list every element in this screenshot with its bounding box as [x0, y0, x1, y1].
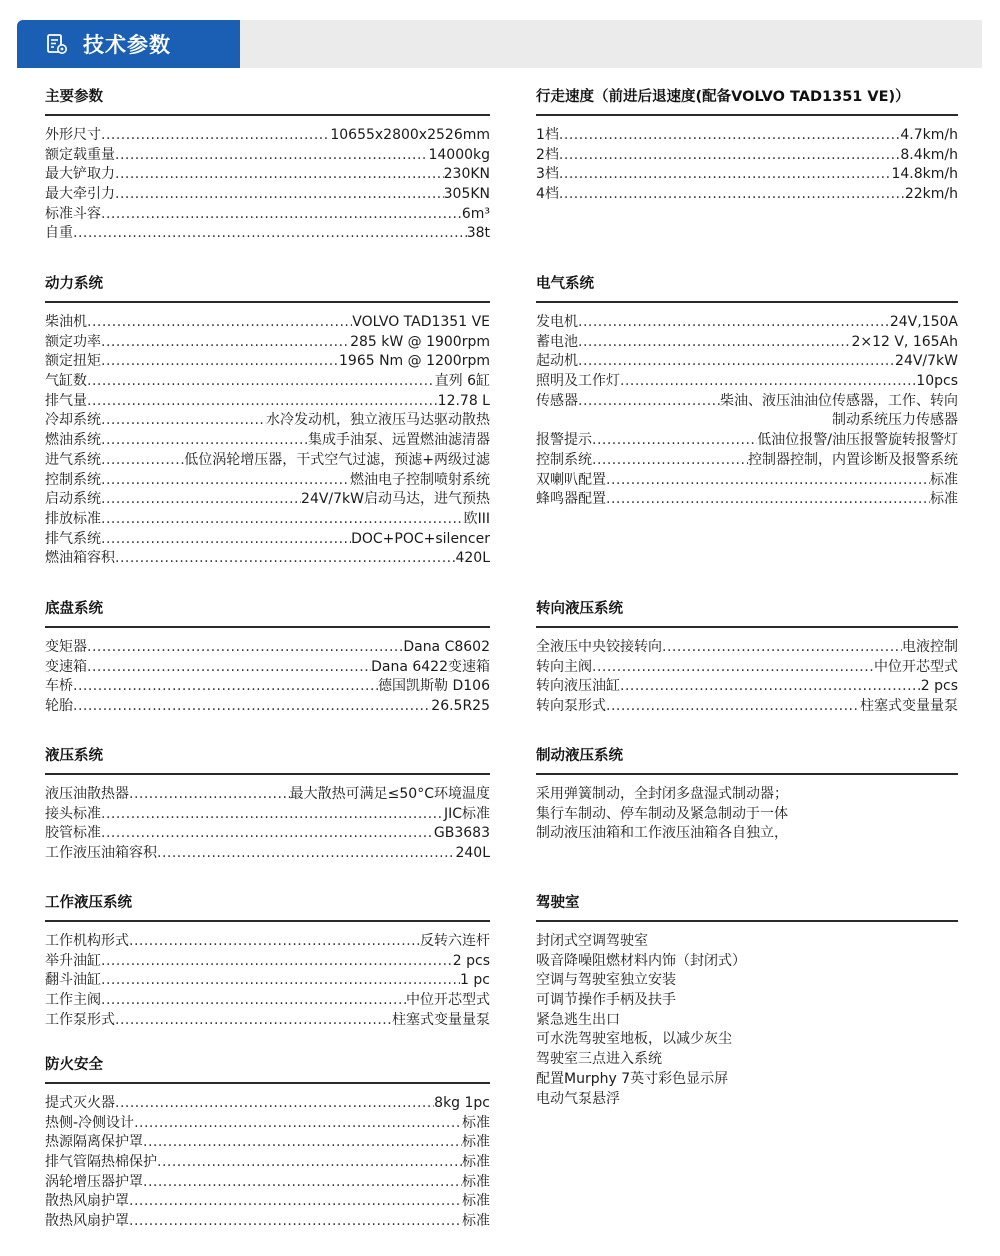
- spec-value: Dana 6422变速箱: [371, 658, 490, 675]
- dot-leader: [578, 352, 895, 372]
- spec-value: 2×12 V, 165Ah: [851, 333, 958, 350]
- dot-leader: [134, 1114, 462, 1134]
- section-power-system: [45, 274, 490, 569]
- spec-value: 集成手油泵、远置燃油滤清器: [308, 432, 490, 449]
- spec-value: 305KN: [443, 186, 490, 203]
- dot-leader: [559, 185, 905, 205]
- spec-line: 可调节操作手柄及扶手: [536, 992, 676, 1009]
- spec-label: 启动系统: [45, 491, 101, 508]
- spec-value: 10655x2800x2526mm: [330, 127, 490, 143]
- spec-line: 吸音降噪阻燃材料内饰（封闭式）: [536, 952, 746, 969]
- spec-value: 标准: [462, 1154, 490, 1171]
- spec-row: [536, 333, 958, 353]
- spec-label: 排气管隔热棉保护: [45, 1154, 157, 1171]
- dot-leader: [101, 991, 406, 1011]
- spec-label: 变矩器: [45, 639, 87, 655]
- dot-leader: [115, 1011, 392, 1031]
- dot-leader: [143, 1173, 462, 1193]
- spec-label: 最大铲取力: [45, 166, 115, 183]
- spec-row: [536, 471, 958, 491]
- dot-leader: [115, 1094, 434, 1114]
- section-main-params: [45, 87, 490, 244]
- dot-leader: [101, 451, 184, 471]
- dot-leader: [87, 658, 371, 678]
- section-divider: [536, 301, 958, 303]
- dot-leader: [101, 126, 330, 146]
- spec-value: 柱塞式变量量泵: [392, 1011, 490, 1028]
- section-travel-speed: [536, 87, 958, 205]
- spec-label: 排气系统: [45, 530, 101, 547]
- spec-line: 采用弹簧制动，全封闭多盘湿式制动器；: [536, 786, 788, 802]
- section-title: 电气系统: [536, 276, 594, 292]
- dot-leader: [87, 313, 352, 333]
- dot-leader: [87, 392, 438, 412]
- spec-label: 燃油箱容积: [45, 550, 115, 567]
- spec-row: [45, 431, 490, 451]
- spec-row: [45, 844, 490, 864]
- spec-label: 燃油系统: [45, 432, 101, 449]
- spec-label: 蓄电池: [536, 333, 578, 350]
- spec-value: 电液控制: [902, 639, 958, 655]
- spec-value: 标准: [462, 1114, 490, 1131]
- spec-value: VOLVO TAD1351 VE: [352, 314, 490, 330]
- spec-value: 240L: [455, 845, 490, 862]
- spec-value: 低位涡轮增压器，干式空气过滤，预滤+两级过滤: [184, 451, 490, 468]
- spec-label: 转向液压油缸: [536, 678, 620, 695]
- dot-leader: [129, 1212, 462, 1232]
- spec-value: 12.78 L: [437, 392, 490, 409]
- spec-label: 额定功率: [45, 333, 101, 350]
- spec-value: 燃油电子控制喷射系统: [350, 471, 490, 488]
- spec-value: 14.8km/h: [891, 166, 958, 183]
- section-title: 工作液压系统: [45, 895, 132, 911]
- section-divider: [45, 773, 490, 775]
- spec-label: 车桥: [45, 678, 73, 695]
- dot-leader: [101, 490, 301, 510]
- spec-label: 双喇叭配置: [536, 471, 606, 488]
- dot-leader: [115, 165, 444, 185]
- dot-leader: [87, 638, 403, 658]
- dot-leader: [101, 510, 464, 530]
- dot-leader: [157, 1153, 462, 1173]
- spec-row: [45, 1153, 490, 1173]
- spec-label: 变速箱: [45, 658, 87, 675]
- spec-label: 控制系统: [536, 451, 592, 468]
- section-brake-hydraulic: [536, 746, 958, 844]
- spec-label: 气缸数: [45, 373, 87, 390]
- dot-leader: [129, 1192, 462, 1212]
- spec-row: [45, 451, 490, 471]
- spec-line: 集行车制动、停车制动及紧急制动于一体: [536, 805, 788, 822]
- spec-row: [536, 372, 958, 392]
- spec-row: [45, 411, 490, 431]
- spec-value: 24V/7kW启动马达，进气预热: [301, 491, 490, 508]
- spec-label: 工作主阀: [45, 992, 101, 1009]
- spec-value: 24V,150A: [889, 314, 958, 330]
- section-divider: [45, 1082, 490, 1084]
- spec-row-continuation: [536, 411, 958, 431]
- section-fire-safety: [45, 1055, 490, 1232]
- spec-label: 额定载重量: [45, 146, 115, 163]
- spec-row: [536, 697, 958, 717]
- section-title: 主要参数: [45, 89, 103, 105]
- spec-row: [536, 165, 958, 185]
- section-title: 行走速度（前进后退速度(配备VOLVO TAD1351 VE)）: [536, 89, 910, 105]
- left-column: [45, 0, 490, 1256]
- spec-line: 制动液压油箱和工作液压油箱各自独立，: [536, 825, 788, 842]
- spec-value: 标准: [462, 1213, 490, 1230]
- spec-label: 发电机: [536, 314, 578, 330]
- section-title: 防火安全: [45, 1057, 103, 1073]
- spec-value: GB3683: [433, 825, 490, 842]
- spec-label: 1档: [536, 127, 559, 143]
- spec-row: [45, 392, 490, 412]
- right-column: [536, 0, 958, 1256]
- dot-leader: [606, 697, 860, 717]
- dot-leader: [101, 352, 339, 372]
- spec-value: 6m³: [461, 205, 490, 222]
- spec-row: [45, 1133, 490, 1153]
- dot-leader: [620, 372, 916, 392]
- section-divider: [45, 626, 490, 628]
- dot-leader: [101, 471, 350, 491]
- spec-value: 1965 Nm @ 1200rpm: [339, 353, 490, 370]
- spec-label: 热侧-冷侧设计: [45, 1114, 135, 1131]
- section-divider: [536, 626, 958, 628]
- dot-leader: [87, 372, 435, 392]
- section-title: 底盘系统: [45, 601, 103, 617]
- spec-value: 22km/h: [904, 186, 958, 203]
- spec-row: [45, 658, 490, 678]
- spec-row: [45, 224, 490, 244]
- spec-label: 提式灭火器: [45, 1095, 115, 1111]
- spec-line: 封闭式空调驾驶室: [536, 933, 648, 949]
- spec-row: [45, 1094, 490, 1114]
- spec-label: 涡轮增压器护罩: [45, 1173, 143, 1190]
- section-divider: [536, 920, 958, 922]
- dot-leader: [157, 844, 455, 864]
- spec-value: 柴油、液压油油位传感器，工作、转向: [720, 392, 958, 409]
- dot-leader: [592, 451, 748, 471]
- spec-row: [45, 1011, 490, 1031]
- dot-leader: [620, 677, 921, 697]
- spec-value: 1 pc: [460, 972, 490, 989]
- spec-row: [45, 471, 490, 491]
- spec-value: 24V/7kW: [895, 353, 958, 370]
- spec-value: 230KN: [443, 166, 490, 183]
- spec-label: 4档: [536, 186, 559, 203]
- dot-leader: [578, 392, 720, 412]
- spec-row: [536, 490, 958, 510]
- spec-value: JIC标准: [443, 805, 490, 822]
- spec-row: [45, 165, 490, 185]
- dot-leader: [101, 952, 453, 972]
- spec-label: 标准斗容: [45, 205, 101, 222]
- spec-row: [45, 697, 490, 717]
- spec-label: 排放标准: [45, 510, 101, 527]
- spec-label: 工作泵形式: [45, 1011, 115, 1028]
- dot-leader: [592, 658, 874, 678]
- spec-value: 标准: [462, 1173, 490, 1190]
- spec-label: 工作液压油箱容积: [45, 845, 157, 862]
- spec-line: 电动气泵悬浮: [536, 1090, 620, 1107]
- spec-value: 德国凯斯勒 D106: [378, 678, 490, 695]
- spec-label: 全液压中央铰接转向: [536, 639, 662, 655]
- section-title: 制动液压系统: [536, 748, 623, 764]
- dot-leader: [578, 313, 890, 333]
- dot-leader: [101, 411, 266, 431]
- dot-leader: [101, 971, 460, 991]
- spec-label: 照明及工作灯: [536, 373, 620, 390]
- dot-leader: [101, 530, 351, 550]
- spec-label: 散热风扇护罩: [45, 1213, 129, 1230]
- section-hydraulic-system: [45, 746, 490, 864]
- section-divider: [45, 301, 490, 303]
- section-divider: [45, 114, 490, 116]
- spec-row: [536, 392, 958, 412]
- spec-row: [45, 372, 490, 392]
- spec-row: [536, 185, 958, 205]
- dot-leader: [559, 165, 892, 185]
- spec-value: 285 kW @ 1900rpm: [350, 333, 490, 350]
- spec-row: [45, 971, 490, 991]
- spec-label: 自重: [45, 225, 73, 242]
- spec-row: [45, 952, 490, 972]
- section-electrical-system: [536, 274, 958, 510]
- spec-row: [45, 490, 490, 510]
- spec-label: 散热风扇护罩: [45, 1193, 129, 1210]
- spec-value: 柱塞式变量量泵: [860, 698, 958, 715]
- spec-row: [45, 530, 490, 550]
- dot-leader: [129, 932, 420, 952]
- dot-leader: [129, 785, 290, 805]
- spec-label: 最大牵引力: [45, 186, 115, 203]
- spec-label: 热源隔离保护罩: [45, 1134, 143, 1151]
- spec-row: [536, 638, 958, 658]
- spec-label: 翻斗油缸: [45, 972, 101, 989]
- spec-row: [536, 451, 958, 471]
- spec-label: 传感器: [536, 392, 578, 409]
- dot-leader: [73, 224, 467, 244]
- spec-label: 转向泵形式: [536, 698, 606, 715]
- spec-value: 2 pcs: [920, 678, 958, 695]
- spec-row: [45, 510, 490, 530]
- spec-row: [45, 146, 490, 166]
- dot-leader: [592, 431, 757, 451]
- spec-value: 2 pcs: [452, 952, 490, 969]
- spec-label: 3档: [536, 166, 559, 183]
- spec-row: [45, 1173, 490, 1193]
- section-divider: [45, 920, 490, 922]
- section-cab: [536, 893, 958, 1109]
- spec-row: [536, 126, 958, 146]
- section-title: 液压系统: [45, 748, 103, 764]
- spec-row: [45, 805, 490, 825]
- spec-row: [45, 549, 490, 569]
- spec-label: 进气系统: [45, 451, 101, 468]
- spec-row: [45, 638, 490, 658]
- dot-leader: [606, 471, 930, 491]
- dot-leader: [578, 333, 851, 353]
- spec-value: 38t: [466, 225, 490, 242]
- dot-leader: [143, 1133, 462, 1153]
- spec-label: 柴油机: [45, 314, 87, 330]
- spec-row: [45, 932, 490, 952]
- spec-row: [45, 333, 490, 353]
- spec-value: 水冷发动机，独立液压马达驱动散热: [266, 412, 490, 429]
- spec-label: 举升油缸: [45, 952, 101, 969]
- spec-row: [536, 431, 958, 451]
- spec-value: 反转六连杆: [420, 933, 490, 949]
- spec-value: 低油位报警/油压报警旋转报警灯: [757, 432, 958, 449]
- spec-label: 外形尺寸: [45, 127, 101, 143]
- dot-leader: [101, 333, 350, 353]
- spec-value: 欧III: [463, 510, 490, 527]
- spec-row: [536, 146, 958, 166]
- dot-leader: [115, 549, 455, 569]
- spec-label: 蜂鸣器配置: [536, 491, 606, 508]
- spec-line: 驾驶室三点进入系统: [536, 1051, 662, 1068]
- spec-line: 配置Murphy 7英寸彩色显示屏: [536, 1070, 729, 1087]
- dot-leader: [101, 805, 444, 825]
- dot-leader: [101, 824, 434, 844]
- spec-line: 空调与驾驶室独立安装: [536, 972, 676, 989]
- spec-value: 直列 6缸: [434, 373, 490, 390]
- dot-leader: [559, 126, 900, 146]
- spec-label: 控制系统: [45, 471, 101, 488]
- spec-value: 4.7km/h: [900, 127, 958, 143]
- spec-value: 标准: [930, 471, 958, 488]
- dot-leader: [115, 185, 444, 205]
- spec-label: 2档: [536, 146, 559, 163]
- spec-line: 紧急逃生出口: [536, 1011, 620, 1028]
- dot-leader: [559, 146, 900, 166]
- dot-leader: [606, 490, 930, 510]
- spec-label: 工作机构形式: [45, 933, 129, 949]
- dot-leader: [101, 431, 308, 451]
- spec-row: [45, 824, 490, 844]
- spec-value-continuation: 制动系统压力传感器: [832, 412, 958, 429]
- page-title: 技术参数: [83, 33, 171, 57]
- spec-row: [45, 991, 490, 1011]
- spec-value: 中位开芯型式: [874, 658, 958, 675]
- spec-row: [536, 677, 958, 697]
- spec-value: 14000kg: [428, 146, 490, 163]
- spec-value: 标准: [462, 1193, 490, 1210]
- spec-row: [536, 313, 958, 333]
- section-divider: [536, 114, 958, 116]
- spec-label: 额定扭矩: [45, 353, 101, 370]
- spec-row: [45, 1114, 490, 1134]
- spec-value: DOC+POC+silencer: [351, 530, 490, 547]
- spec-value: 26.5R25: [431, 698, 490, 715]
- spec-value: 控制器控制，内置诊断及报警系统: [748, 451, 958, 468]
- spec-label: 冷却系统: [45, 412, 101, 429]
- dot-leader: [73, 697, 431, 717]
- spec-row: [45, 126, 490, 146]
- spec-value: 中位开芯型式: [406, 992, 490, 1009]
- dot-leader: [115, 146, 428, 166]
- spec-row: [45, 785, 490, 805]
- section-work-hydraulic-system: [45, 893, 490, 1030]
- section-title: 转向液压系统: [536, 601, 623, 617]
- spec-row: [45, 205, 490, 225]
- section-chassis-system: [45, 599, 490, 717]
- spec-value: 10pcs: [916, 373, 958, 390]
- spec-label: 报警提示: [536, 432, 592, 449]
- spec-value: 最大散热可满足≤50°C环境温度: [289, 786, 490, 802]
- spec-value: 420L: [455, 550, 490, 567]
- section-title: 驾驶室: [536, 895, 580, 911]
- spec-row: [45, 1192, 490, 1212]
- section-steering-hydraulic: [536, 599, 958, 717]
- spec-value: Dana C8602: [403, 639, 490, 655]
- spec-label: 轮胎: [45, 698, 73, 715]
- dot-leader: [101, 205, 462, 225]
- section-divider: [536, 773, 958, 775]
- spec-label: 排气量: [45, 392, 87, 409]
- spec-row: [45, 313, 490, 333]
- spec-value: 标准: [930, 491, 958, 508]
- dot-leader: [662, 638, 902, 658]
- section-title: 动力系统: [45, 276, 103, 292]
- spec-value: 8kg 1pc: [434, 1095, 490, 1111]
- spec-row: [45, 1212, 490, 1232]
- spec-row: [45, 185, 490, 205]
- spec-row: [536, 352, 958, 372]
- spec-label: 接头标准: [45, 805, 101, 822]
- spec-label: 液压油散热器: [45, 786, 129, 802]
- spec-row: [536, 658, 958, 678]
- spec-label: 转向主阀: [536, 658, 592, 675]
- spec-line: 可水洗驾驶室地板，以减少灰尘: [536, 1031, 732, 1048]
- spec-value: 8.4km/h: [900, 146, 958, 163]
- spec-label: 起动机: [536, 353, 578, 370]
- spec-row: [45, 352, 490, 372]
- spec-row: [45, 677, 490, 697]
- spec-value: 标准: [462, 1134, 490, 1151]
- spec-label: 胶管标准: [45, 825, 101, 842]
- dot-leader: [73, 677, 378, 697]
